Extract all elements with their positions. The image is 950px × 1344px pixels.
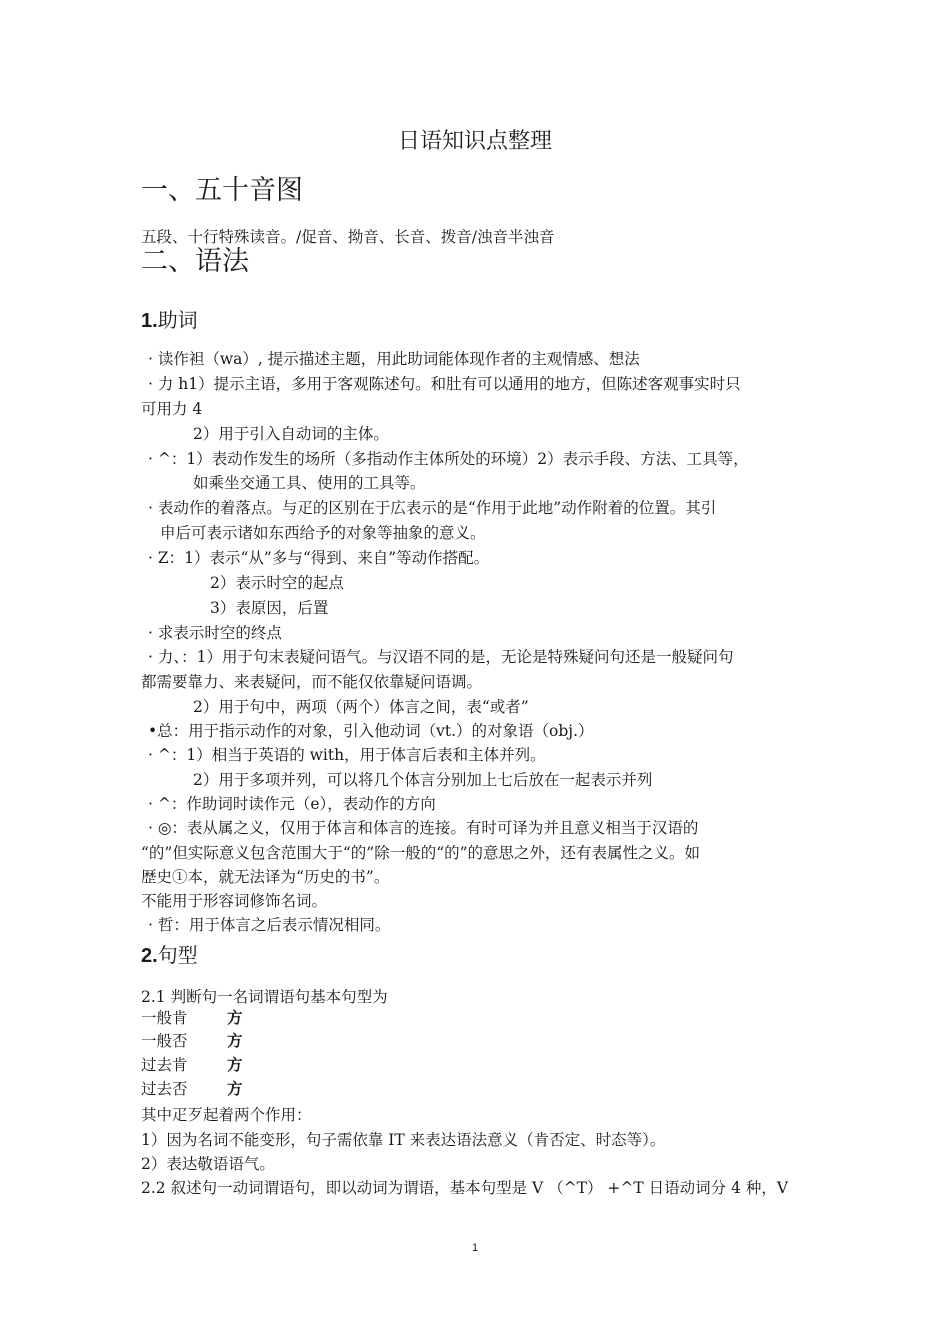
particle-line: 不能用于形容词修饰名词。 (141, 892, 328, 910)
pattern-row (141, 1055, 243, 1075)
pattern-row (141, 1008, 243, 1028)
sentence-intro: 2.1 判断句一名词谓语句基本句型为 (141, 988, 388, 1006)
sentence-line: 1）因为名词不能变形，句子需依靠 IT 来表达语法意义（肯否定、时态等）。 (141, 1131, 666, 1149)
particle-line: 申后可表示诸如东西给予的对象等抽象的意义。 (160, 524, 486, 542)
page-number: 1 (471, 1242, 479, 1254)
pattern-row (141, 1031, 243, 1051)
document-title: 日语知识点整理 (397, 129, 552, 154)
pattern-value: 方 (227, 1079, 243, 1098)
particle-line: · 求表示时空的终点 (148, 624, 282, 642)
section-heading-fifty-sounds: 一、五十音图 (141, 175, 303, 206)
subheading-sentence-patterns (141, 942, 198, 969)
particle-line: · 力 h1）提示主语，多用于客观陈述句。和肚有可以通用的地方，但陈述客观事实时只 (148, 375, 741, 393)
pattern-label: 过去否 (141, 1080, 188, 1098)
particle-line: · ◎：表从属之义，仅用于体言和体言的连接。有时可译为并且意义相当于汉语的 (148, 819, 699, 837)
particle-line: 都需要靠力、来表疑问，而不能仅依靠疑问语调。 (141, 673, 483, 691)
particle-line: 2）用于句中，两项（两个）体言之间，表“或者” (193, 698, 529, 716)
pattern-row (141, 1079, 243, 1099)
sentence-line: 其中疋歹起着两个作用： (141, 1106, 312, 1124)
subheading-number: 1. (141, 310, 158, 332)
particle-line: 如乘坐交通工具、使用的工具等。 (193, 474, 426, 492)
pattern-value: 方 (227, 1055, 243, 1074)
pattern-label: 一般否 (141, 1032, 188, 1050)
subheading-text: 句型 (157, 943, 198, 967)
particle-line: 可用力 4 (141, 400, 203, 418)
pattern-value: 方 (227, 1031, 243, 1050)
particle-line: 歴史①本，就无法译为“历史的书”。 (141, 868, 390, 886)
particle-line: · 力、：1）用于句末表疑问语气。与汉语不同的是，无论是特殊疑问句还是一般疑问句 (148, 648, 734, 666)
particle-line: · ^：1）相当于英语的 with，用于体言后表和主体并列。 (148, 746, 546, 764)
particle-line: 2）用于引入自动词的主体。 (193, 425, 389, 443)
particle-line: · ^：作助词时读作元（e），表动作的方向 (148, 795, 436, 813)
particle-line: · Z：1）表示“从”多与“得到、来自”等动作搭配。 (148, 549, 490, 567)
particle-line: · 表动作的着落点。与疋的区别在于広表示的是“作用于此地”动作附着的位置。其引 (148, 499, 717, 517)
pattern-label: 过去肯 (141, 1056, 188, 1074)
subheading-text: 助词 (157, 308, 198, 332)
particle-line: 3）表原因，后置 (210, 599, 329, 617)
section-heading-grammar: 二、语法 (141, 246, 249, 277)
subheading-number: 2. (141, 945, 158, 967)
particle-line: •总：用于指示动作的对象，引入他动词（vt.）的对象语（obj.） (148, 722, 594, 740)
section-text-readings: 五段、十行特殊读音。/促音、拗音、长音、拨音/浊音半浊音 (141, 228, 555, 246)
sentence-line: 2.2 叙述句一动词谓语句，即以动词为谓语，基本句型是 V （^T） +^T 日语动词分 4 种，V (141, 1179, 789, 1197)
particle-line: 2）用于多项并列，可以将几个体言分别加上七后放在一起表示并列 (193, 771, 653, 789)
pattern-value: 方 (227, 1008, 243, 1027)
particle-line: · 哲：用于体言之后表示情况相同。 (148, 916, 391, 934)
pattern-label: 一般肯 (141, 1009, 188, 1027)
subheading-particles (141, 307, 198, 334)
sentence-line: 2）表达敬语语气。 (141, 1155, 275, 1173)
particle-line: “的”但实际意义包含范围大于“的”除一般的“的”的意思之外，还有表属性之义。如 (141, 844, 701, 862)
particle-line: · 读作袒（wa）, 提示描述主题，用此助词能体现作者的主观情感、想法 (148, 350, 640, 368)
particle-line: · ^：1）表动作发生的场所（多指动作主体所处的环境）2）表示手段、方法、工具等， (148, 450, 749, 468)
particle-line: 2）表示时空的起点 (210, 574, 344, 592)
